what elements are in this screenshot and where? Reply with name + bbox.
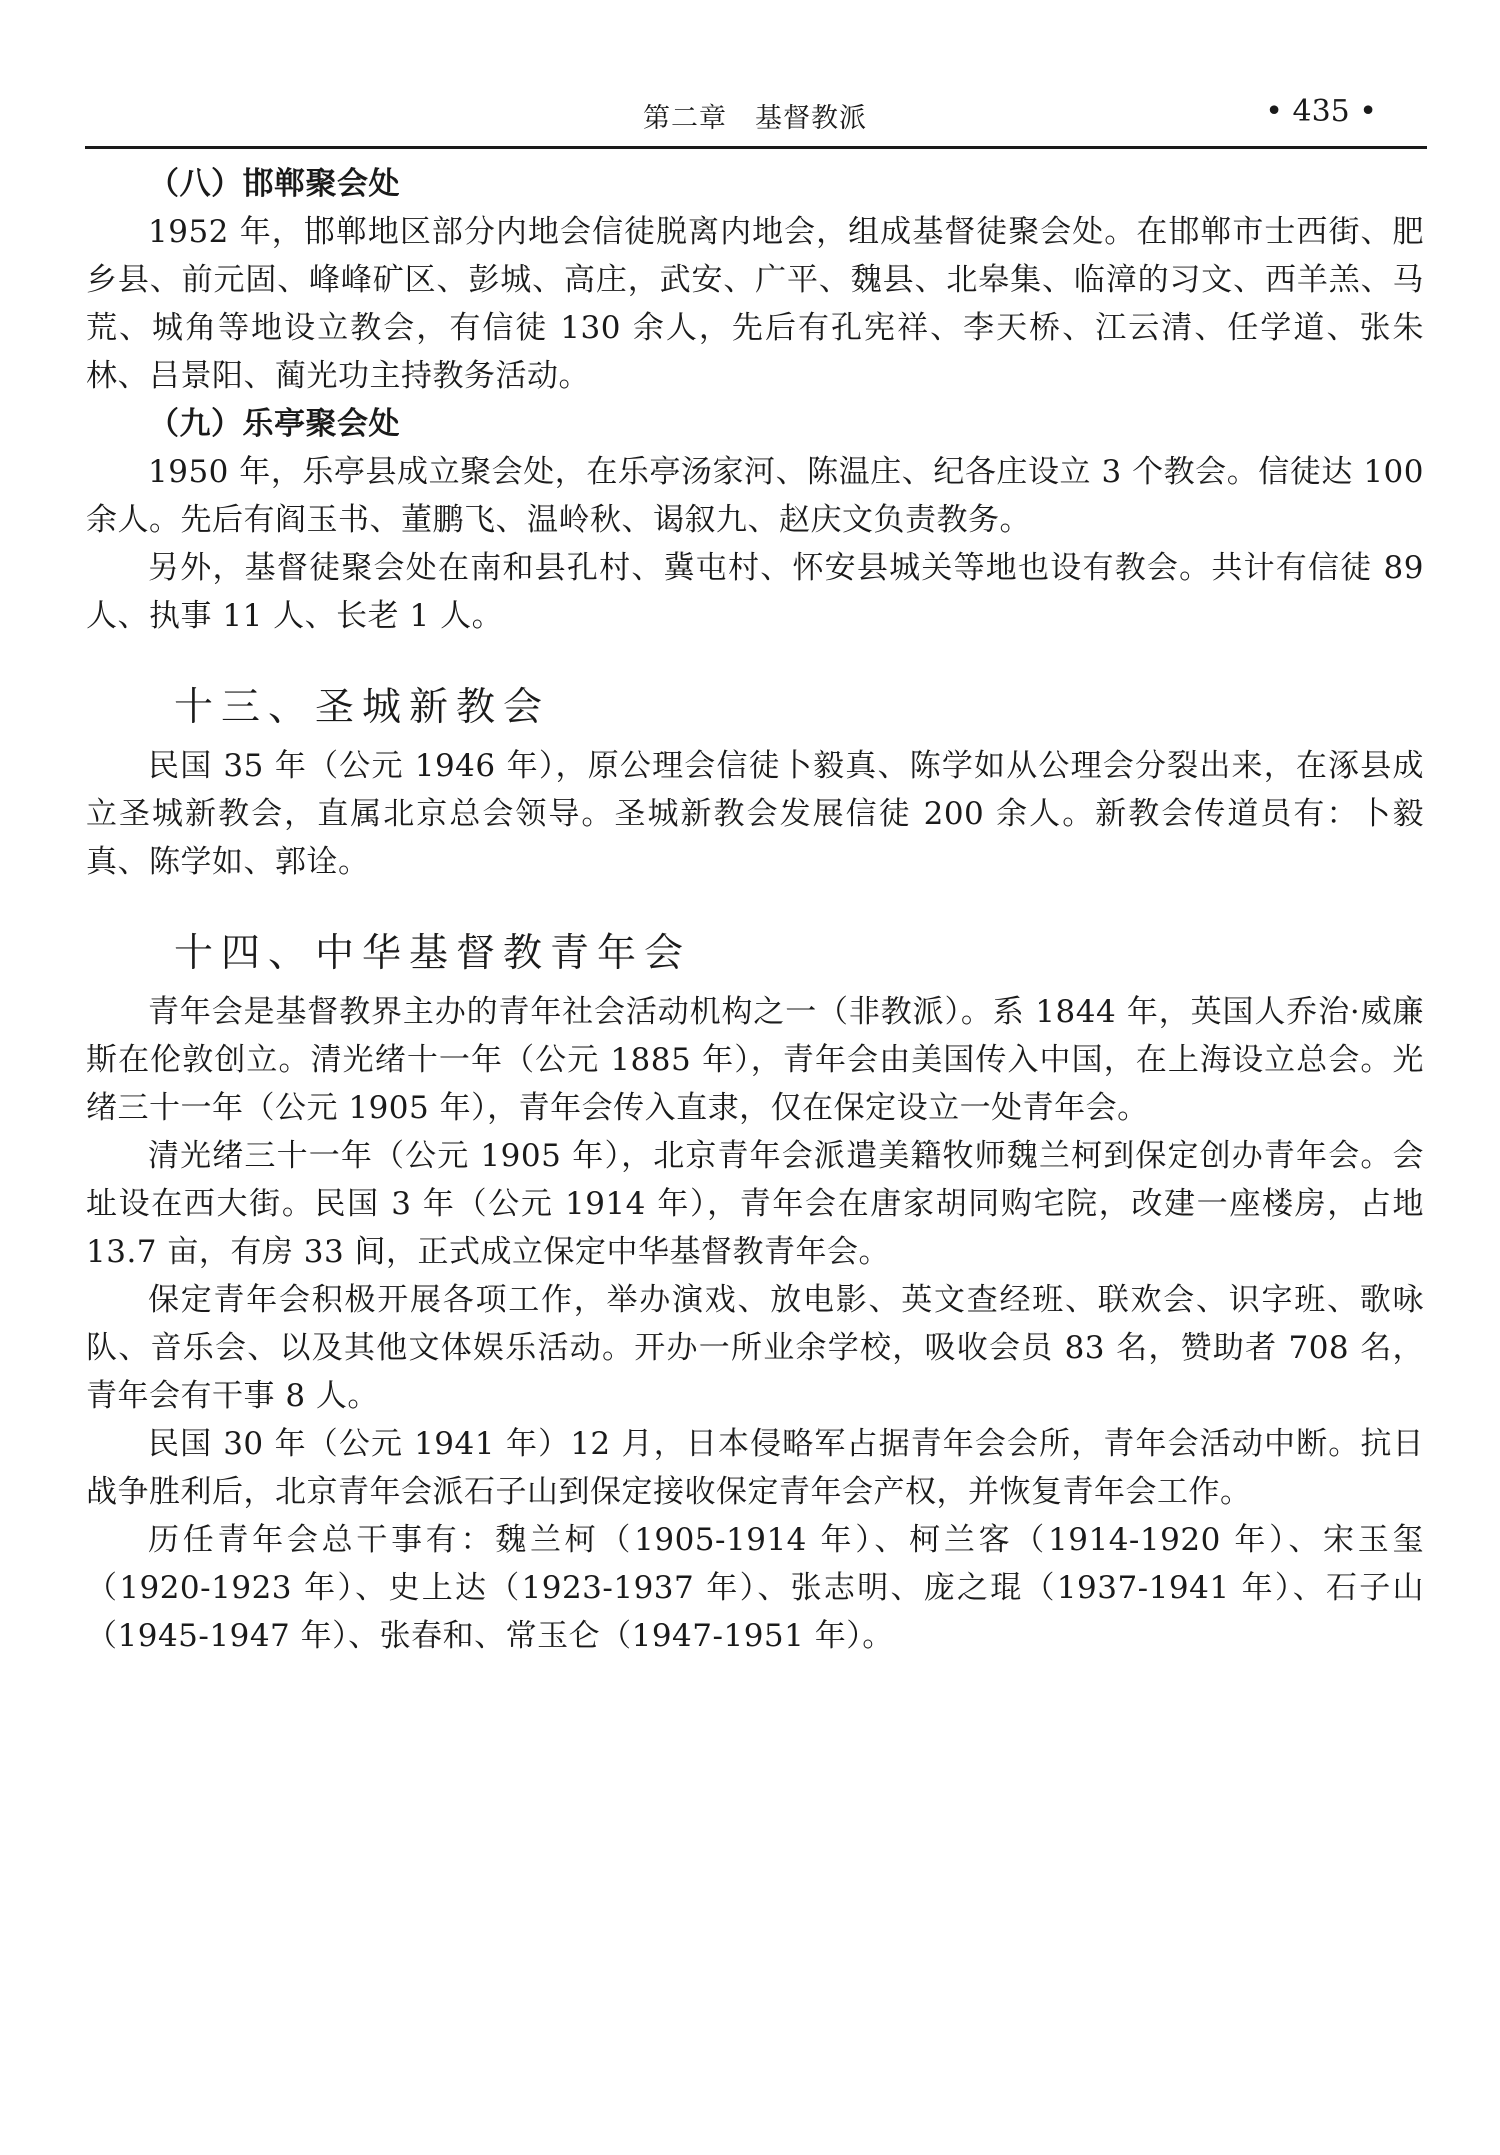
subsection-title-9: （九）乐亭聚会处 <box>148 406 400 442</box>
paragraph: 清光绪三十一年（公元 1905 年），北京青年会派遣美籍牧师魏兰柯到保定创办青年会。会址设在西大街。民国 3 年（公元 1914 年），青年会在唐家胡同购宅院，改建一座楼房，占地 13.7 亩，有房 33 间，正式成立保定中华基督教青年会。 <box>86 1138 1424 1270</box>
section-title-13: 十三、圣城新教会 <box>174 685 551 730</box>
paragraph: 民国 35 年（公元 1946 年），原公理会信徒卜毅真、陈学如从公理会分裂出来，在涿县成立圣城新教会，直属北京总会领导。圣城新教会发展信徒 200 余人。新教会传道员有：卜毅真、陈学如、郭诠。 <box>86 748 1424 880</box>
page-number: • 435 • <box>1265 94 1377 129</box>
paragraph: 1950 年，乐亭县成立聚会处，在乐亭汤家河、陈温庄、纪各庄设立 3 个教会。信徒达 100 余人。先后有阎玉书、董鹏飞、温岭秋、谒叙九、赵庆文负责教务。 <box>86 454 1424 538</box>
paragraph: 青年会是基督教界主办的青年社会活动机构之一（非教派）。系 1844 年，英国人乔治·威廉斯在伦敦创立。清光绪十一年（公元 1885 年），青年会由美国传入中国，在上海设立总会。光绪三十一年（公元 1905 年），青年会传入直隶，仅在保定设立一处青年会。 <box>86 994 1424 1126</box>
paragraph: 民国 30 年（公元 1941 年）12 月，日本侵略军占据青年会会所，青年会活动中断。抗日战争胜利后，北京青年会派石子山到保定接收保定青年会产权，并恢复青年会工作。 <box>86 1426 1424 1510</box>
header-rule <box>85 146 1427 149</box>
running-header <box>85 88 1425 138</box>
paragraph: 保定青年会积极开展各项工作，举办演戏、放电影、英文查经班、联欢会、识字班、歌咏队、音乐会、以及其他文体娱乐活动。开办一所业余学校，吸收会员 83 名，赞助者 708 名，青年会有干事 8 人。 <box>86 1282 1424 1414</box>
paragraph: 另外，基督徒聚会处在南和县孔村、冀屯村、怀安县城关等地也设有教会。共计有信徒 89 人、执事 11 人、长老 1 人。 <box>86 550 1424 634</box>
paragraph: 历任青年会总干事有：魏兰柯（1905-1914 年）、柯兰客（1914-1920 年）、宋玉玺（1920-1923 年）、史上达（1923-1937 年）、张志明、庞之琨（1937-1941 年）、石子山（1945-1947 年）、张春和、常玉仑（1947-1951 年）。 <box>86 1522 1424 1654</box>
section-title-14: 十四、中华基督教青年会 <box>174 931 692 976</box>
page-body <box>86 160 1424 1660</box>
chapter-title: 第二章 基督教派 <box>643 103 867 134</box>
subsection-title-8: （八）邯郸聚会处 <box>148 166 400 202</box>
paragraph: 1952 年，邯郸地区部分内地会信徒脱离内地会，组成基督徒聚会处。在邯郸市士西街、肥乡县、前元固、峰峰矿区、彭城、高庄，武安、广平、魏县、北皋集、临漳的习文、西羊羔、马荒、城角等地设立教会，有信徒 130 余人，先后有孔宪祥、李天桥、江云清、任学道、张朱林、吕景阳、蔺光功主持教务活动。 <box>86 214 1424 394</box>
